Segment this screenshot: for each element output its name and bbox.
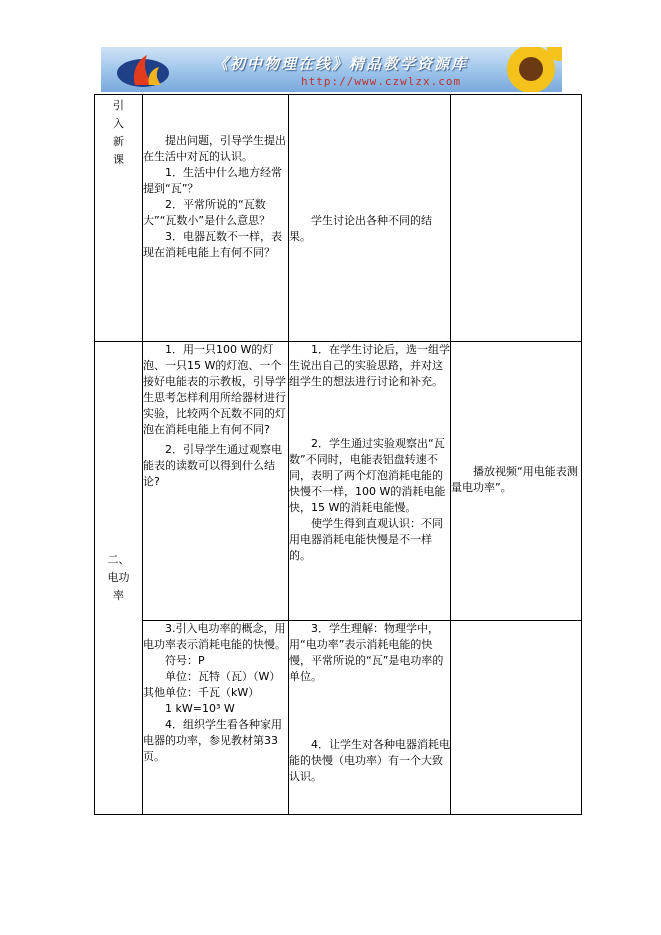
student-text: 使学生得到直观认识：不同用电器消耗电能快慢是不一样的。 [289,517,443,562]
student-activity-cell [289,95,451,342]
section-label: 二、电功率 [107,553,130,602]
teacher-activity-cell [143,342,289,621]
media-cell [451,95,582,342]
teacher-text: 2．引导学生通过观察电能表的读数可以得到什么结论? [143,443,282,488]
banner-title: 《初中物理在线》精品教学资源库 [213,55,469,73]
teacher-text: 4．组织学生看各种家用电器的功率，参见教材第33页。 [143,718,282,763]
media-cell [451,342,582,621]
student-text: 学生讨论出各种不同的结果。 [289,214,432,243]
teacher-text: 1 kW=10³ W [165,702,235,715]
section-label: 引入新课 [113,99,124,166]
table-row [95,342,582,621]
teacher-activity-cell [143,95,289,342]
student-activity-cell [289,342,451,621]
teacher-text: 其他单位：千瓦（kW） [143,686,260,699]
teacher-text: 单位：瓦特（瓦）（W） [165,670,281,683]
section-cell [95,95,143,342]
student-text: 3．学生理解：物理学中，用“电功率”表示消耗电能的快慢，平常所说的“瓦”是电功率的单位。 [289,622,444,683]
banner-url: http://www.czwlzx.com [301,75,462,88]
media-text: 播放视频“用电能表测量电功率”。 [451,465,578,494]
table-row [95,621,582,815]
teacher-text: 3．电器瓦数不一样，表现在消耗电能上有何不同？ [143,230,282,259]
student-activity-cell [289,621,451,815]
teacher-text: 3.引入电功率的概念，用电功率表示消耗电能的快慢。 [143,622,286,651]
section-cell [95,342,143,815]
teacher-text: 符号：P [165,654,205,667]
student-text: 4．让学生对各种电器消耗电能的快慢（电功率）有一个大致认识。 [289,738,450,783]
header-banner [101,47,562,92]
table-row [95,95,582,342]
student-text: 2．学生通过实验观察出“瓦数”不同时，电能表铝盘转速不同，表明了两个灯泡消耗电能的快慢不一样，100 W的消耗电能快，15 W的消耗电能慢。 [289,437,446,514]
media-cell [451,621,582,815]
site-logo-icon [113,49,173,91]
sunflower-icon [501,47,562,92]
lesson-plan-table [94,94,582,815]
teacher-activity-cell [143,621,289,815]
student-text: 1．在学生讨论后，选一组学生说出自己的实验思路，并对这组学生的想法进行讨论和补充。 [289,343,450,388]
teacher-text: 2．平常所说的“瓦数大”“瓦数小”是什么意思？ [143,198,271,227]
teacher-text: 1．用一只100 W的灯泡、一只15 W的灯泡、一个接好电能表的示教板，引导学生思考怎样利用所给器材进行实验，比较两个瓦数不同的灯泡在消耗电能上有何不同? [143,343,286,436]
teacher-text: 1．生活中什么地方经常提到“瓦”？ [143,166,282,195]
teacher-text: 提出问题，引导学生提出在生活中对瓦的认识。 [143,134,286,163]
